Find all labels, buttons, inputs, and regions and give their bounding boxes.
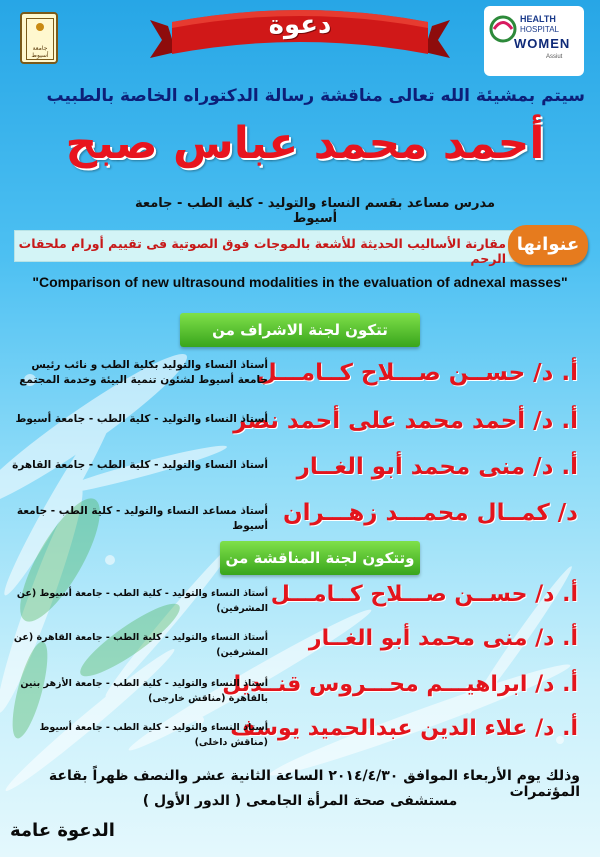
logo-line-2: HOSPITAL [520, 25, 559, 34]
logo-text: جامعة أسيوط [31, 45, 49, 59]
announcement-line: سيتم بمشيئة الله تعالى مناقشة رسالة الدكتوراه الخاصة بالطبيب [46, 86, 585, 106]
supervisor-affiliation: أستاذ النساء والتوليد - كلية الطب - جامعة أسيوط [15, 413, 268, 425]
venue-line: مستشفى صحة المرأة الجامعى ( الدور الأول ) [142, 793, 458, 809]
examiner-1 [0, 582, 590, 628]
banner-label: دعوة [268, 10, 332, 40]
logo-line-3: WOMEN [514, 36, 571, 51]
date-time-line: وذلك يوم الأربعاء الموافق ٢٠١٤/٤/٣٠ الساعة الثانية عشر والنصف ظهراً بقاعة المؤتمرات [48, 768, 580, 800]
supervision-heading: تتكون لجنة الاشراف من [180, 313, 420, 347]
thesis-badge: عنوانها [508, 225, 588, 265]
supervisor-3 [0, 454, 590, 500]
examiner-affiliation: أستاذ النساء والتوليد - كلية الطب - جامعة الأزهر بنين بالقاهرة (مناقش خارجى) [20, 678, 268, 704]
supervisor-affiliation: أستاذ النساء والتوليد بكلية الطب و نائب رئيس جامعة أسيوط لشئون تنمية البيئة وخدمة المجتمع [19, 359, 268, 386]
logo-line-4: Assiut [546, 54, 563, 60]
logo-sun-icon [36, 23, 44, 31]
supervisor-4 [0, 500, 590, 546]
examiner-3 [0, 672, 590, 718]
supervisor-name: أ. د/ منى محمد أبو الغــار [296, 454, 578, 480]
thesis-arabic-title: مقارنة الأساليب الحديثة للأشعة بالموجات فوق الصوتية فى تقييم أورام ملحقات الرحم [18, 236, 506, 266]
examiner-name: أ. د/ علاء الدين عبدالحميد يوسف [230, 716, 578, 741]
supervisor-name: د/ كمــال محمـــد زهـــران [282, 500, 578, 526]
womens-health-hospital-logo [484, 6, 584, 76]
supervisor-name: أ. د/ أحمد محمد على أحمد نصر [233, 408, 578, 434]
examiner-4 [0, 716, 590, 762]
examiner-name: أ. د/ منى محمد أبو الغــار [308, 626, 578, 651]
supervisor-name: أ. د/ حســن صـــلاح كــامـــل [256, 360, 578, 386]
candidate-name: أحمد محمد عباس صبح [65, 118, 545, 169]
supervisor-affiliation: أستاذ مساعد النساء والتوليد - كلية الطب - جامعة أسيوط [16, 505, 268, 532]
examination-heading: وتتكون لجنة المناقشة من [220, 541, 420, 575]
examiner-affiliation: أستاذ النساء والتوليد - كلية الطب - جامعة أسيوط (مناقش داخلى) [39, 722, 268, 748]
assiut-university-logo [20, 12, 58, 64]
supervisor-affiliation: أستاذ النساء والتوليد - كلية الطب - جامعة القاهرة [12, 459, 268, 471]
supervisor-1 [0, 360, 590, 406]
logo-frame [26, 18, 54, 60]
candidate-title: مدرس مساعد بقسم النساء والتوليد - كلية الطب - جامعة أسيوط [134, 196, 496, 226]
supervisor-2 [0, 408, 590, 454]
examiner-2 [0, 626, 590, 672]
public-invitation-note: الدعوة عامة [10, 820, 115, 841]
examiner-name: أ. د/ حســن صـــلاح كــامـــل [270, 582, 578, 607]
examiner-name: أ. د/ ابراهيـــم محـــروس قنــديل [222, 672, 578, 697]
thesis-english-title: "Comparison of new ultrasound modalities in the evaluation of adnexal masses" [32, 274, 568, 290]
examiner-affiliation: أستاذ النساء والتوليد - كلية الطب - جامعة القاهرة (عن المشرفين) [13, 632, 268, 658]
logo-line-1: HEALTH [520, 14, 556, 24]
examiner-affiliation: أستاذ النساء والتوليد - كلية الطب - جامعة أسيوط (عن المشرفين) [16, 588, 268, 614]
